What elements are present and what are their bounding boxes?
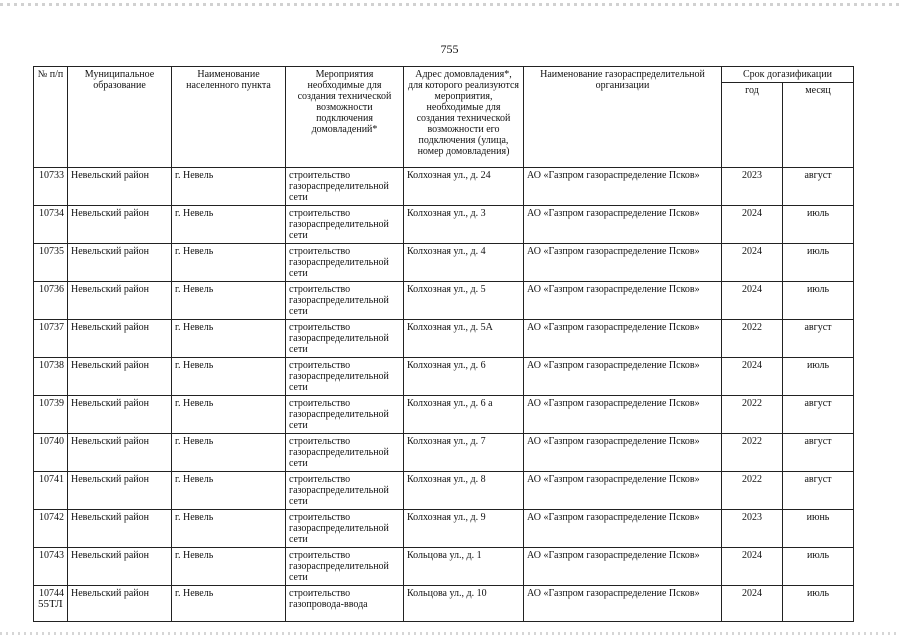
cell-measure: строительство газораспределительной сети: [286, 510, 404, 548]
cell-num: 10741: [34, 472, 68, 510]
table-row: [34, 472, 854, 510]
cell-org: АО «Газпром газораспределение Псков»: [524, 282, 722, 320]
cell-settlement: г. Невель: [172, 510, 286, 548]
cell-month: август: [783, 472, 854, 510]
cell-settlement: г. Невель: [172, 586, 286, 622]
cell-municipality: Невельский район: [68, 320, 172, 358]
cell-municipality: Невельский район: [68, 586, 172, 622]
cell-measure: строительство газораспределительной сети: [286, 396, 404, 434]
cell-settlement: г. Невель: [172, 168, 286, 206]
table-row: [34, 548, 854, 586]
cell-measure: строительство газораспределительной сети: [286, 168, 404, 206]
cell-month: август: [783, 168, 854, 206]
cell-address: Колхозная ул., д. 5А: [404, 320, 524, 358]
cell-month: август: [783, 396, 854, 434]
header-deadline: Срок догазификации: [722, 67, 854, 83]
scan-edge-top: [0, 3, 899, 6]
cell-num: 10739: [34, 396, 68, 434]
cell-measure: строительство газораспределительной сети: [286, 434, 404, 472]
cell-org: АО «Газпром газораспределение Псков»: [524, 168, 722, 206]
cell-org: АО «Газпром газораспределение Псков»: [524, 358, 722, 396]
cell-org: АО «Газпром газораспределение Псков»: [524, 396, 722, 434]
cell-measure: строительство газораспределительной сети: [286, 206, 404, 244]
header-municipality: Муниципальное образование: [68, 67, 172, 168]
cell-measure: строительство газораспределительной сети: [286, 244, 404, 282]
cell-org: АО «Газпром газораспределение Псков»: [524, 206, 722, 244]
cell-org: АО «Газпром газораспределение Псков»: [524, 320, 722, 358]
page-number: 755: [440, 42, 459, 56]
cell-num: 10736: [34, 282, 68, 320]
cell-num: 10734: [34, 206, 68, 244]
header-month: месяц: [783, 83, 854, 168]
cell-month: август: [783, 434, 854, 472]
cell-org: АО «Газпром газораспределение Псков»: [524, 510, 722, 548]
table-row: [34, 358, 854, 396]
cell-municipality: Невельский район: [68, 206, 172, 244]
cell-address: Колхозная ул., д. 6 а: [404, 396, 524, 434]
cell-municipality: Невельский район: [68, 282, 172, 320]
cell-num: 10744: [34, 586, 68, 622]
cell-measure: строительство газораспределительной сети: [286, 358, 404, 396]
cell-address: Колхозная ул., д. 9: [404, 510, 524, 548]
cell-year: 2024: [722, 586, 783, 622]
cell-settlement: г. Невель: [172, 396, 286, 434]
cell-measure: строительство газораспределительной сети: [286, 472, 404, 510]
cell-address: Колхозная ул., д. 7: [404, 434, 524, 472]
cell-org: АО «Газпром газораспределение Псков»: [524, 472, 722, 510]
cell-municipality: Невельский район: [68, 396, 172, 434]
cell-num: 10737: [34, 320, 68, 358]
cell-num: 10733: [34, 168, 68, 206]
table-body: [34, 168, 854, 622]
cell-year: 2024: [722, 244, 783, 282]
table-header: [34, 67, 854, 168]
cell-municipality: Невельский район: [68, 168, 172, 206]
footer-code: 55ТЛ: [38, 598, 63, 610]
cell-month: июль: [783, 206, 854, 244]
cell-year: 2022: [722, 396, 783, 434]
cell-num: 10743: [34, 548, 68, 586]
cell-address: Колхозная ул., д. 3: [404, 206, 524, 244]
cell-month: июль: [783, 358, 854, 396]
cell-year: 2024: [722, 358, 783, 396]
cell-measure: строительство газораспределительной сети: [286, 320, 404, 358]
cell-municipality: Невельский район: [68, 472, 172, 510]
cell-address: Кольцова ул., д. 10: [404, 586, 524, 622]
cell-municipality: Невельский район: [68, 358, 172, 396]
cell-settlement: г. Невель: [172, 244, 286, 282]
header-address: Адрес домовладения*, для которого реализуются мероприятия, необходимые для создания технической возможности его подключения (улица, номер домовладения): [404, 67, 524, 168]
cell-settlement: г. Невель: [172, 320, 286, 358]
cell-num: 10738: [34, 358, 68, 396]
cell-month: июль: [783, 586, 854, 622]
cell-month: июнь: [783, 510, 854, 548]
cell-month: июль: [783, 244, 854, 282]
cell-num: 10735: [34, 244, 68, 282]
header-measures: Мероприятия необходимые для создания технической возможности подключения домовладений*: [286, 67, 404, 168]
cell-settlement: г. Невель: [172, 206, 286, 244]
cell-settlement: г. Невель: [172, 434, 286, 472]
cell-num: 10742: [34, 510, 68, 548]
table-row: [34, 510, 854, 548]
cell-settlement: г. Невель: [172, 358, 286, 396]
cell-address: Колхозная ул., д. 8: [404, 472, 524, 510]
table-row: [34, 206, 854, 244]
cell-org: АО «Газпром газораспределение Псков»: [524, 434, 722, 472]
cell-year: 2023: [722, 168, 783, 206]
cell-address: Колхозная ул., д. 5: [404, 282, 524, 320]
cell-year: 2022: [722, 434, 783, 472]
cell-year: 2024: [722, 548, 783, 586]
cell-org: АО «Газпром газораспределение Псков»: [524, 586, 722, 622]
cell-month: июль: [783, 548, 854, 586]
cell-measure: строительство газораспределительной сети: [286, 548, 404, 586]
cell-address: Колхозная ул., д. 6: [404, 358, 524, 396]
cell-year: 2022: [722, 472, 783, 510]
cell-org: АО «Газпром газораспределение Псков»: [524, 244, 722, 282]
cell-settlement: г. Невель: [172, 548, 286, 586]
cell-address: Колхозная ул., д. 24: [404, 168, 524, 206]
cell-municipality: Невельский район: [68, 244, 172, 282]
cell-measure: строительство газопровода-ввода: [286, 586, 404, 622]
header-org: Наименование газораспределительной организации: [524, 67, 722, 168]
table-row: [34, 586, 854, 622]
cell-year: 2024: [722, 282, 783, 320]
cell-address: Кольцова ул., д. 1: [404, 548, 524, 586]
cell-address: Колхозная ул., д. 4: [404, 244, 524, 282]
table-row: [34, 168, 854, 206]
gasification-table: [33, 66, 854, 622]
cell-num: 10740: [34, 434, 68, 472]
table-row: [34, 282, 854, 320]
cell-org: АО «Газпром газораспределение Псков»: [524, 548, 722, 586]
cell-municipality: Невельский район: [68, 510, 172, 548]
table-row: [34, 320, 854, 358]
header-num: № п/п: [34, 67, 68, 168]
cell-municipality: Невельский район: [68, 548, 172, 586]
cell-month: август: [783, 320, 854, 358]
header-year: год: [722, 83, 783, 168]
cell-settlement: г. Невель: [172, 282, 286, 320]
cell-municipality: Невельский район: [68, 434, 172, 472]
table-row: [34, 244, 854, 282]
cell-year: 2023: [722, 510, 783, 548]
cell-measure: строительство газораспределительной сети: [286, 282, 404, 320]
cell-year: 2024: [722, 206, 783, 244]
cell-settlement: г. Невель: [172, 472, 286, 510]
cell-month: июль: [783, 282, 854, 320]
header-settlement: Наименование населенного пункта: [172, 67, 286, 168]
cell-year: 2022: [722, 320, 783, 358]
table-row: [34, 434, 854, 472]
table-row: [34, 396, 854, 434]
scan-edge-bottom: [0, 632, 899, 635]
